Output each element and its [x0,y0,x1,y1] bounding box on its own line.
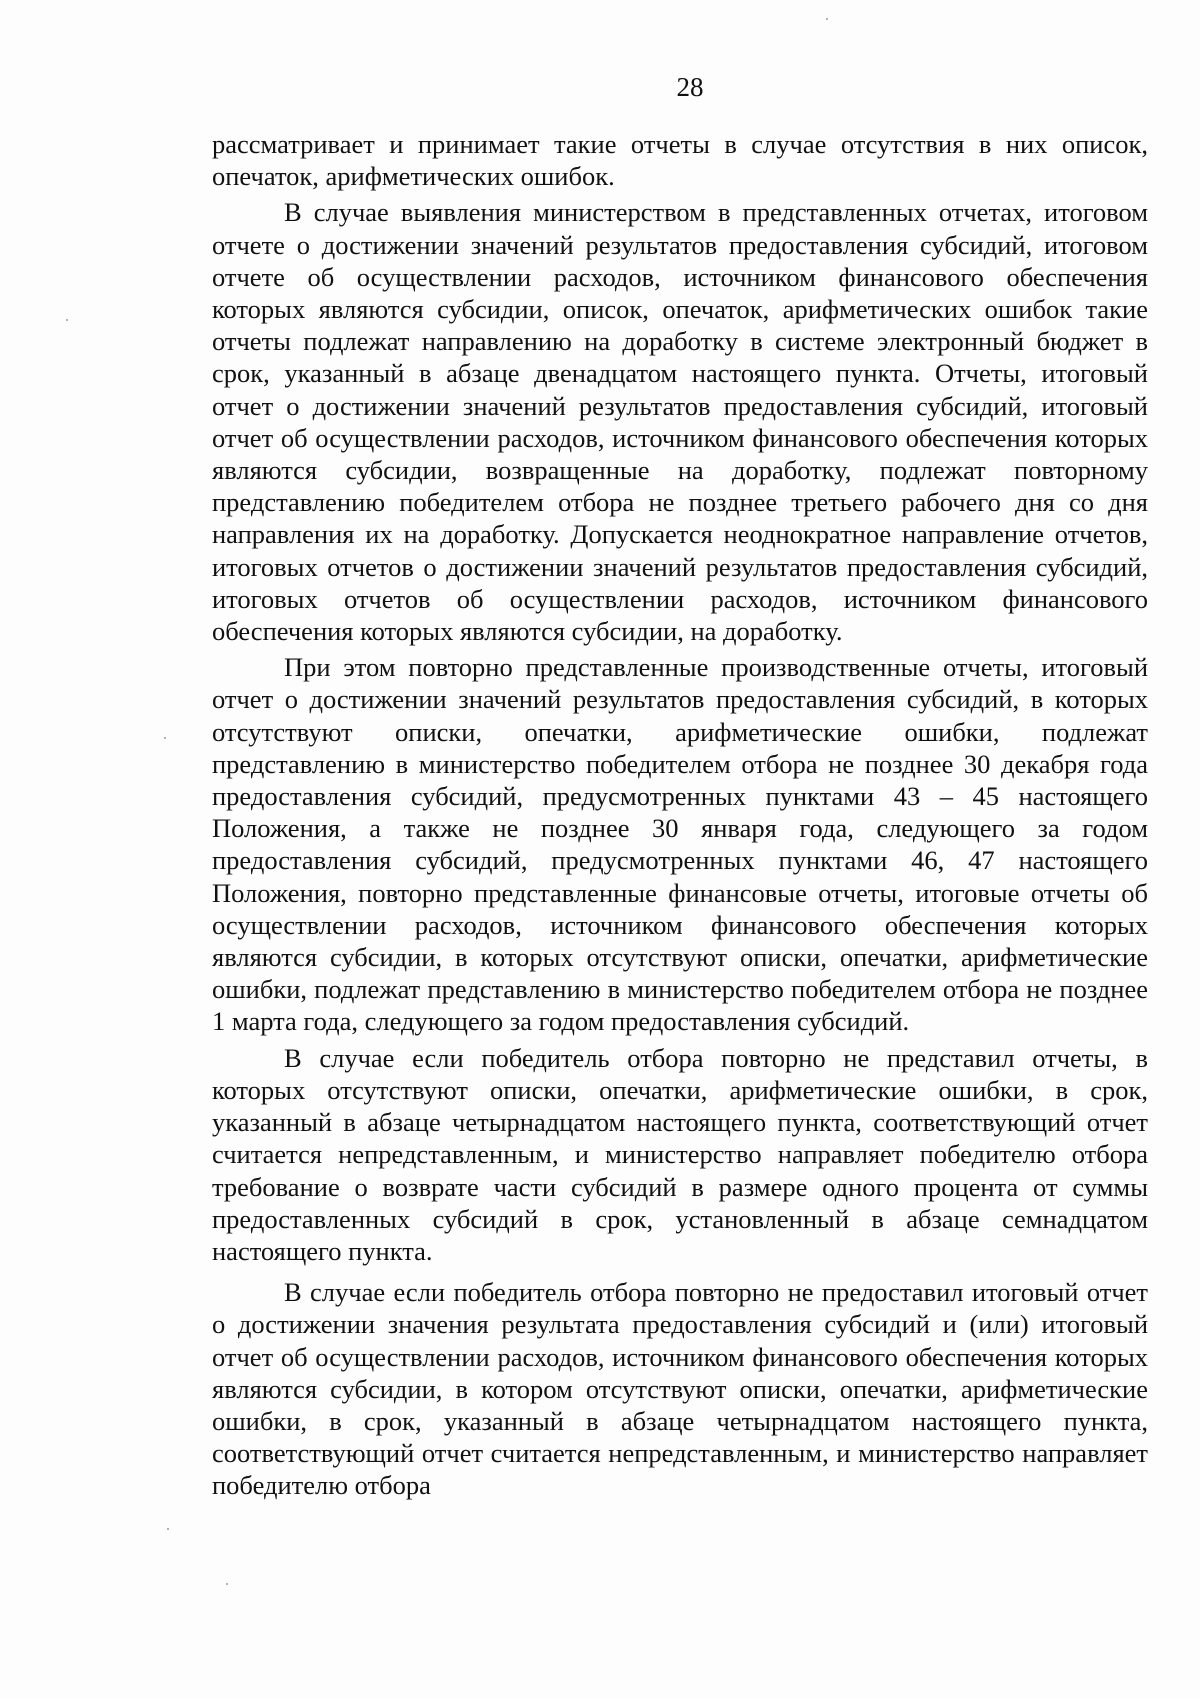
paragraph-revision-return: В случае выявления министерством в представленных отчетах, итоговом отчете о достижении значений результатов предоставления субсидий, итоговом отчете об осуществлении расходов, источником финансового обеспечения которых являются субсидии, описок, опечаток, арифметических ошибок такие отчеты подлежат направлению на доработку в системе электронный бюджет в срок, указанный в абзаце двенадцатом настоящего пункта. Отчеты, итоговый отчет о достижении значений результатов предоставления субсидий, итоговый отчет об осуществлении расходов, источником финансового обеспечения которых являются субсидии, возвращенные на доработку, подлежат повторному представлению победителем отбора не позднее третьего рабочего дня со дня направления их на доработку. Допускается неоднократное направление отчетов, итоговых отчетов о достижении значений результатов предоставления субсидий, итоговых отчетов об осуществлении расходов, источником финансового обеспечения которых являются субсидии, на доработку. [212,197,1148,647]
paragraph-final-report-not-submitted: В случае если победитель отбора повторно не предоставил итоговый отчет о достижении значения результата предоставления субсидий и (или) итоговый отчет об осуществлении расходов, источником финансового обеспечения которых являются субсидии, в котором отсутствуют описки, опечатки, арифметические ошибки, в срок, указанный в абзаце четырнадцатом настоящего пункта, соответствующий отчет считается непредставленным, и министерство направляет победителю отбора [212,1277,1148,1501]
page-number: 28 [676,72,704,102]
paragraph-continuation: рассматривает и принимает такие отчеты в случае отсутствия в них описок, опечаток, арифметических ошибок. [212,129,1148,192]
paragraph-resubmission-deadlines: При этом повторно представленные производственные отчеты, итоговый отчет о достижении значений результатов предоставления субсидий, в которых отсутствуют описки, опечатки, арифметические ошибки, подлежат представлению в министерство победителем отбора не позднее 30 декабря года предоставления субсидий, предусмотренных пунктами 43 – 45 настоящего Положения, а также не позднее 30 января года, следующего за годом предоставления субсидий, предусмотренных пунктами 46, 47 настоящего Положения, повторно представленные финансовые отчеты, итоговые отчеты об осуществлении расходов, источником финансового обеспечения которых являются субсидии, в которых отсутствуют описки, опечатки, арифметические ошибки, подлежат представлению в министерство победителем отбора не позднее 1 марта года, следующего за годом предоставления субсидий. [212,652,1148,1037]
scan-speck [66,319,68,321]
scan-speck [164,737,166,739]
paragraph-reports-not-submitted: В случае если победитель отбора повторно не представил отчеты, в которых отсутствуют описки, опечатки, арифметические ошибки, в срок, указанный в абзаце четырнадцатом настоящего пункта, соответствующий отчет считается непредставленным, и министерство направляет победителю отбора требование о возврате части субсидий в размере одного процента от суммы предоставленных субсидий в срок, установленный в абзаце семнадцатом настоящего пункта. [212,1042,1148,1266]
scan-speck [226,1583,228,1585]
scan-speck [167,1528,169,1530]
scan-speck [826,18,828,20]
document-body [212,128,1148,1502]
